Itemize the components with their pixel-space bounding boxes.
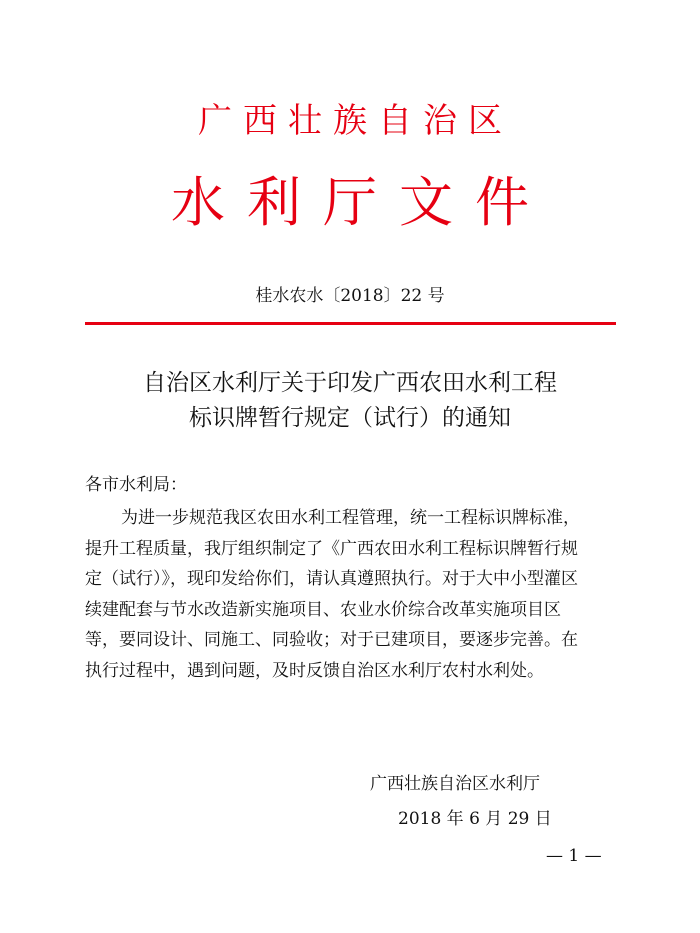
body-line: 执行过程中，遇到问题，及时反馈自治区水利厅农村水利处。 xyxy=(85,660,544,681)
body-line: 提升工程质量，我厅组织制定了《广西农田水利工程标识牌暂行规 xyxy=(85,538,578,559)
header-document-type: 水利厅文件 xyxy=(171,171,551,234)
body-line: 为进一步规范我区农田水利工程管理，统一工程标识牌标准， xyxy=(121,508,580,528)
salutation: 各市水利局： xyxy=(85,475,187,495)
body-line: 续建配套与节水改造新实施项目、农业水价综合改革实施项目区 xyxy=(85,599,561,620)
body-paragraph xyxy=(85,503,630,687)
body-line: 等，要同设计、同施工、同验收；对于已建项目，要逐步完善。在 xyxy=(85,630,578,651)
body-line: 定（试行）》，现印发给你们，请认真遵照执行。对于大中小型灌区 xyxy=(85,569,578,590)
document-number: 桂水农水〔2018〕22 号 xyxy=(255,286,445,306)
page-number: — 1 — xyxy=(546,846,602,866)
title-line: 自治区水利厅关于印发广西农田水利工程 xyxy=(143,370,557,396)
red-divider xyxy=(85,322,616,325)
signature-issuer: 广西壮族自治区水利厅 xyxy=(370,774,540,794)
title-line: 标识牌暂行规定（试行）的通知 xyxy=(189,405,511,431)
signature-date: 2018 年 6 月 29 日 xyxy=(398,809,552,829)
header-issuer: 广西壮族自治区 xyxy=(198,101,513,141)
document-title xyxy=(0,366,700,436)
